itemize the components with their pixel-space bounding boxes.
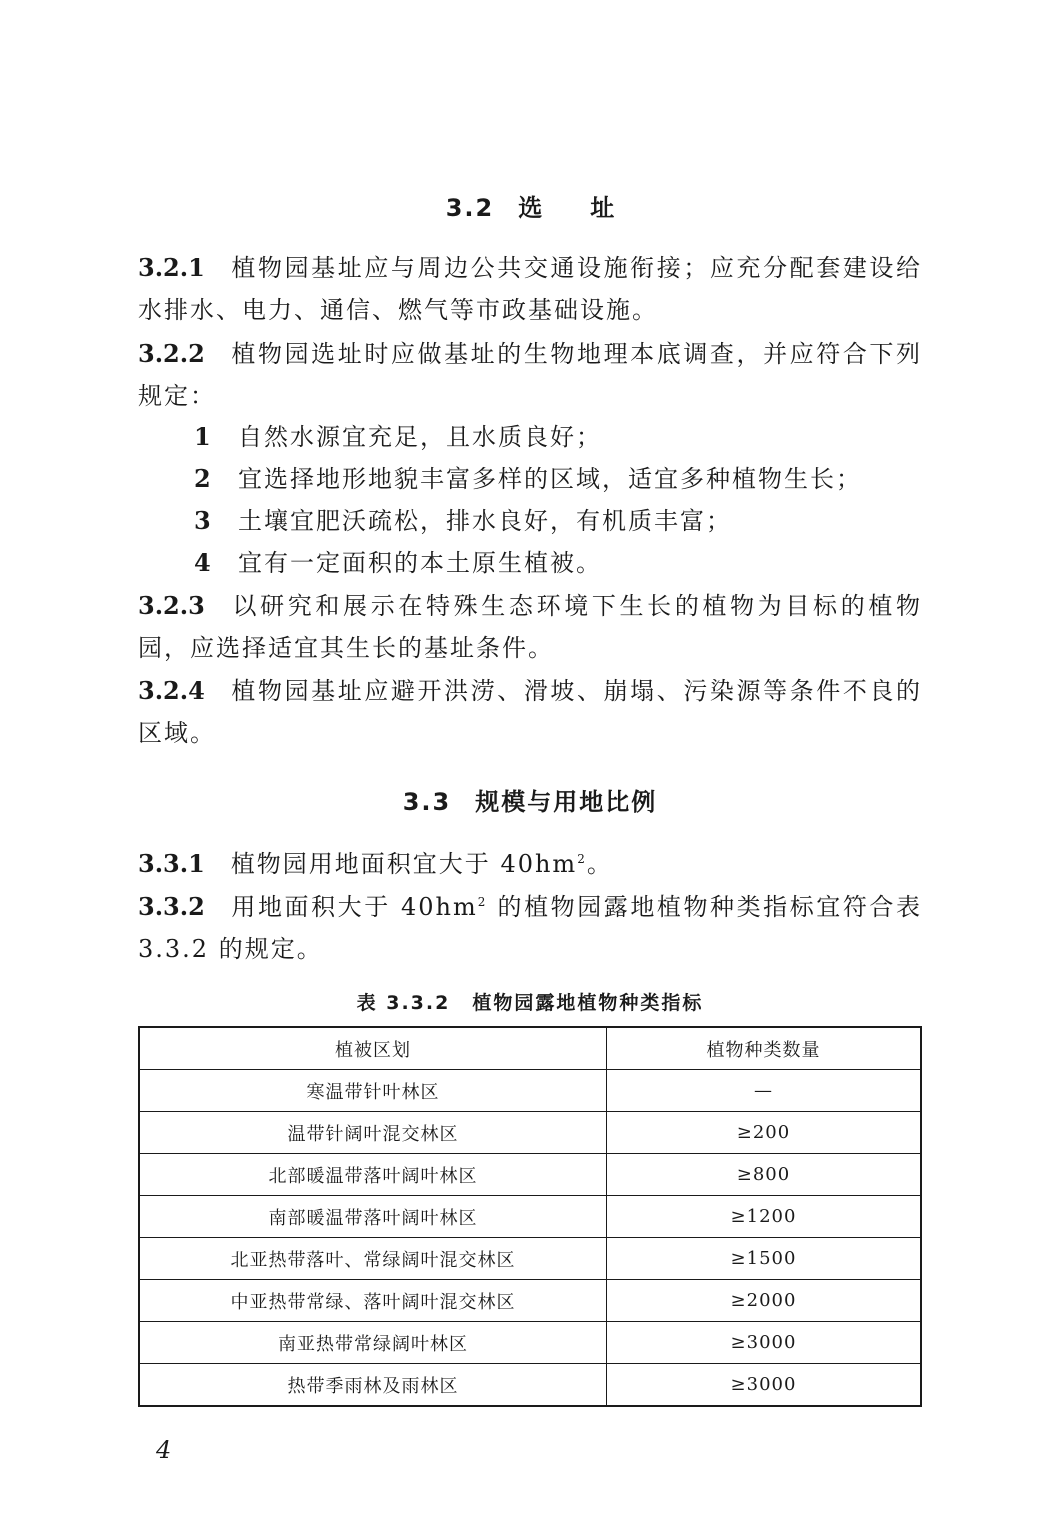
table-row xyxy=(139,1238,921,1280)
clause-text-end: 的植物园露地植物种类指标宜符合表 3.3.2 的规定。 xyxy=(138,893,922,963)
item-text: 自然水源宜充足，且水质良好； xyxy=(238,423,602,451)
table-cell: — xyxy=(607,1070,922,1112)
clause-text: 植物园基址应与周边公共交通设施衔接；应充分配套建设给水排水、电力、通信、燃气等市政基础设施。 xyxy=(138,254,922,324)
item-number: 2 xyxy=(194,464,213,493)
column-header: 植物种类数量 xyxy=(607,1027,922,1070)
table-row xyxy=(139,1154,921,1196)
species-index-table xyxy=(138,1026,922,1407)
clause-number: 3.3.2 xyxy=(138,892,205,921)
table-cell: ≥800 xyxy=(607,1154,922,1196)
section-heading-3-3 xyxy=(138,782,922,817)
list-item xyxy=(194,416,922,458)
clause-text: 植物园选址时应做基址的生物地理本底调查，并应符合下列规定： xyxy=(138,340,922,410)
section-heading-3-2 xyxy=(138,188,922,223)
table-cell: ≥3000 xyxy=(607,1364,922,1407)
table-cell: ≥200 xyxy=(607,1112,922,1154)
clause-number: 3.2.2 xyxy=(138,339,205,368)
section-title: 规模与用地比例 xyxy=(475,788,658,816)
table-row xyxy=(139,1112,921,1154)
clause-3-2-1 xyxy=(138,247,922,331)
table-cell: 南部暖温带落叶阔叶林区 xyxy=(139,1196,607,1238)
section-title: 选址 xyxy=(518,194,663,222)
page-number: 4 xyxy=(156,1436,172,1464)
clause-number: 3.2.1 xyxy=(138,253,205,282)
table-cell: ≥2000 xyxy=(607,1280,922,1322)
item-text: 宜有一定面积的本土原生植被。 xyxy=(238,549,602,577)
list-item xyxy=(194,542,922,584)
table-caption xyxy=(138,988,922,1015)
table-number: 表 3.3.2 xyxy=(356,992,451,1014)
section-number: 3.2 xyxy=(445,194,495,222)
clause-3-3-2 xyxy=(138,881,922,970)
table-cell: ≥1500 xyxy=(607,1238,922,1280)
clause-3-2-4 xyxy=(138,670,922,754)
table-cell: ≥3000 xyxy=(607,1322,922,1364)
table-cell: 热带季雨林及雨林区 xyxy=(139,1364,607,1407)
table-row xyxy=(139,1364,921,1407)
table-cell: 南亚热带常绿阔叶林区 xyxy=(139,1322,607,1364)
list-item xyxy=(194,500,922,542)
table-row xyxy=(139,1322,921,1364)
clause-number: 3.3.1 xyxy=(138,849,205,878)
clause-number: 3.2.4 xyxy=(138,676,205,705)
item-number: 1 xyxy=(194,422,213,451)
clause-text-end: 。 xyxy=(586,850,613,878)
section-number: 3.3 xyxy=(402,788,452,816)
clause-text: 植物园基址应避开洪涝、滑坡、崩塌、污染源等条件不良的区域。 xyxy=(138,677,922,747)
table-row xyxy=(139,1280,921,1322)
item-number: 4 xyxy=(194,548,213,577)
table-cell: 北部暖温带落叶阔叶林区 xyxy=(139,1154,607,1196)
clause-3-2-2 xyxy=(138,333,922,417)
table-cell: ≥1200 xyxy=(607,1196,922,1238)
table-row xyxy=(139,1070,921,1112)
table-cell: 北亚热带落叶、常绿阔叶混交林区 xyxy=(139,1238,607,1280)
list-item xyxy=(194,458,922,500)
table-row xyxy=(139,1196,921,1238)
clause-text: 用地面积大于 40hm xyxy=(230,893,478,921)
item-number: 3 xyxy=(194,506,213,535)
clause-3-2-3 xyxy=(138,585,922,669)
superscript: 2 xyxy=(577,852,587,866)
item-text: 土壤宜肥沃疏松，排水良好，有机质丰富； xyxy=(238,507,732,535)
clause-text: 植物园用地面积宜大于 40hm xyxy=(230,850,578,878)
clause-text: 以研究和展示在特殊生态环境下生长的植物为目标的植物园，应选择适宜其生长的基址条件。 xyxy=(138,592,922,662)
clause-3-3-1 xyxy=(138,838,922,885)
table-cell: 温带针阔叶混交林区 xyxy=(139,1112,607,1154)
superscript: 2 xyxy=(477,895,488,909)
table-cell: 中亚热带常绿、落叶阔叶混交林区 xyxy=(139,1280,607,1322)
table-header-row xyxy=(139,1027,921,1070)
column-header: 植被区划 xyxy=(139,1027,607,1070)
clause-number: 3.2.3 xyxy=(138,591,205,620)
table-cell: 寒温带针叶林区 xyxy=(139,1070,607,1112)
item-text: 宜选择地形地貌丰富多样的区域，适宜多种植物生长； xyxy=(238,465,862,493)
table-title: 植物园露地植物种类指标 xyxy=(472,992,704,1014)
